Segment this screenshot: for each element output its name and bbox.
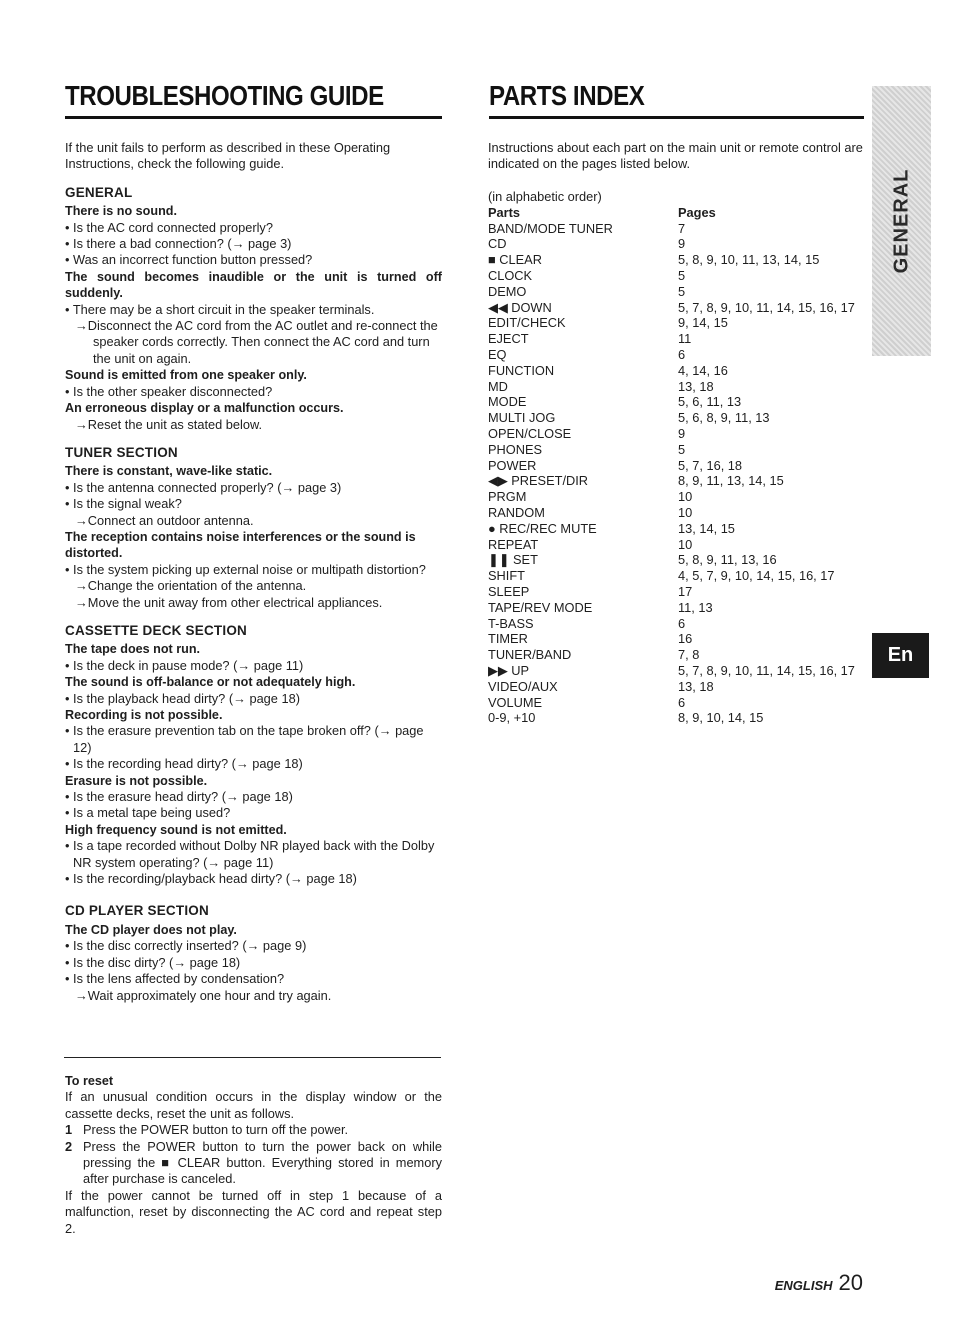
part-name: EJECT [488,331,529,347]
reset-block [65,1073,442,1237]
part-pages: 16 [678,631,693,647]
part-name: REPEAT [488,536,539,552]
part-name: ▶▶ UP [488,662,530,678]
table-row [488,584,868,600]
step-number: 2 [65,1138,73,1154]
table-row [488,710,868,726]
part-name: RANDOM [488,504,545,520]
part-pages: 8, 9, 11, 13, 14, 15 [678,473,784,489]
page-number: 20 [838,1270,863,1295]
part-name: OPEN/CLOSE [488,425,572,441]
table-row [488,300,868,316]
order-note: (in alphabetic order) [488,189,602,204]
problem-heading: The tape does not run. [65,642,201,657]
part-pages: 11 [678,331,692,347]
part-pages: 13, 18 [678,678,714,694]
step-text: Press the POWER button to turn off the power. [83,1122,349,1138]
table-row [488,268,868,284]
check-item: • Is the disc correctly inserted? (→ page 9) [65,938,442,954]
parts-rows [488,221,868,727]
part-name: SHIFT [488,568,525,584]
problem-heading: The sound becomes inaudible or the unit is turned off suddenly. [65,269,442,301]
general-side-tab [872,86,931,356]
general-tab-label: GENERAL [890,168,912,274]
parts-table [488,189,868,726]
part-pages: 7, 8 [678,647,700,663]
reset-step [65,1139,442,1188]
table-row [488,537,868,553]
check-item: • Is the disc dirty? (→ page 18) [65,955,442,971]
parts-index-intro: Instructions about each part on the main unit or remote control are indicated on the pages listed below. [488,140,863,172]
part-name: PHONES [488,441,543,457]
table-row [488,505,868,521]
table-row [488,379,868,395]
check-item: • Is there a bad connection? (→ page 3) [65,236,442,252]
table-row [488,695,868,711]
remedy-item: → Move the unit away from other electrical appliances. [65,595,442,611]
part-name: ◀▶ PRESET/DIR [488,473,589,489]
step-number: 1 [65,1122,73,1138]
remedy-item: → Wait approximately one hour and try again. [65,988,442,1004]
check-item: • Is the recording head dirty? (→ page 18) [65,756,442,772]
table-row [488,410,868,426]
part-pages: 9, 14, 15 [678,315,728,331]
table-row [488,521,868,537]
reset-step [65,1122,442,1138]
part-name: ● REC/REC MUTE [488,520,597,536]
part-pages: 7 [678,220,686,236]
part-name: ◀◀ DOWN [488,299,552,315]
check-item: • Is the other speaker disconnected? [65,384,442,400]
part-name: MODE [488,394,527,410]
table-row [488,284,868,300]
part-name: TUNER/BAND [488,647,572,663]
troubleshooting-intro: If the unit fails to perform as described in these Operating Instructions, check the following guide. [65,140,391,172]
part-pages: 5, 7, 16, 18 [678,457,743,473]
part-name: VOLUME [488,694,543,710]
problem-heading: There is constant, wave-like static. [65,464,273,479]
reset-text: If the power cannot be turned off in step 1 because of a malfunction, reset by disconnecting the AC cord and repeat step 2. [65,1187,442,1236]
part-pages: 5, 7, 8, 9, 10, 11, 14, 15, 16, 17 [678,662,855,678]
check-item: • Is the AC cord connected properly? [65,220,442,236]
part-pages: 5, 7, 8, 9, 10, 11, 14, 15, 16, 17 [678,299,855,315]
part-pages: 6 [678,615,686,631]
problem-heading: The reception contains noise interferences or the sound is distorted. [65,529,416,561]
part-name: MULTI JOG [488,410,556,426]
problem-heading: Recording is not possible. [65,708,223,722]
table-row [488,363,868,379]
part-pages: 5 [678,267,686,283]
check-item: • Is a metal tape being used? [65,805,442,821]
part-pages: 8, 9, 10, 14, 15 [678,710,764,726]
check-item: • Is the deck in pause mode? (→ page 11) [65,658,442,674]
part-name: 0-9, +10 [488,710,536,726]
part-pages: 9 [678,236,686,252]
title-underline [65,116,442,119]
part-name: CLOCK [488,267,533,283]
table-row [488,315,868,331]
part-pages: 5, 8, 9, 11, 13, 16 [678,552,777,568]
parts-index-title: PARTS INDEX [489,80,645,111]
table-row [488,552,868,568]
table-row [488,568,868,584]
title-underline [489,116,864,119]
cassette-heading: CASSETTE DECK SECTION [65,622,247,638]
part-pages: 5, 8, 9, 10, 11, 13, 14, 15 [678,252,820,268]
tuner-heading: TUNER SECTION [65,444,178,460]
table-row [488,679,868,695]
part-pages: 10 [678,504,693,520]
part-name: BAND/MODE TUNER [488,220,613,236]
column-header-pages: Pages [678,204,716,220]
part-pages: 17 [678,583,693,599]
section-divider [64,1057,441,1058]
table-row [488,600,868,616]
table-row [488,616,868,632]
remedy-item: → Connect an outdoor antenna. [65,513,442,529]
check-item: • Is the signal weak? [65,496,442,512]
troubleshooting-title: TROUBLESHOOTING GUIDE [65,80,384,111]
part-name: VIDEO/AUX [488,678,558,694]
table-row [488,252,868,268]
part-name: PRGM [488,489,527,505]
table-row [488,458,868,474]
check-item: • Is the system picking up external noise or multipath distortion? [65,562,442,578]
check-item: • There may be a short circuit in the speaker terminals. [65,302,442,318]
check-item: • Is the erasure prevention tab on the tape broken off? (→ page 12) [65,723,442,756]
problem-heading: The CD player does not play. [65,922,237,937]
part-pages: 5, 6, 11, 13 [678,394,742,410]
remedy-item: → Change the orientation of the antenna. [65,578,442,594]
table-row [488,331,868,347]
part-pages: 5 [678,441,686,457]
problem-heading: Erasure is not possible. [65,773,208,788]
part-name: EDIT/CHECK [488,315,566,331]
part-name: EQ [488,346,507,362]
part-name: T-BASS [488,615,534,631]
part-name: SLEEP [488,583,530,599]
table-row [488,394,868,410]
problem-heading: The sound is off-balance or not adequately high. [65,675,356,690]
table-row [488,631,868,647]
footer-language: ENGLISH [774,1278,833,1293]
table-row [488,442,868,458]
table-row [488,663,868,679]
part-name: ■ CLEAR [488,252,542,268]
table-row [488,489,868,505]
check-item: • Is the recording/playback head dirty? (→ page 18) [65,871,442,887]
table-row [488,647,868,663]
part-pages: 6 [678,694,686,710]
part-pages: 6 [678,346,686,362]
part-name: FUNCTION [488,362,555,378]
problem-heading: An erroneous display or a malfunction occurs. [65,401,344,416]
part-name: POWER [488,457,537,473]
table-row [488,473,868,489]
part-pages: 4, 5, 7, 9, 10, 14, 15, 16, 17 [678,568,835,584]
page-footer [775,1270,863,1296]
table-row [488,221,868,237]
part-pages: 5 [678,283,686,299]
remedy-item: → Reset the unit as stated below. [65,417,442,433]
part-name: MD [488,378,508,394]
part-pages: 9 [678,425,686,441]
part-pages: 4, 14, 16 [678,362,728,378]
problem-heading: High frequency sound is not emitted. [65,822,287,837]
cd-heading: CD PLAYER SECTION [65,903,209,919]
part-pages: 13, 14, 15 [678,520,735,536]
table-row [488,236,868,252]
part-pages: 10 [678,536,693,552]
check-item: • Was an incorrect function button pressed? [65,252,442,268]
part-name: DEMO [488,283,527,299]
table-header [488,205,868,221]
part-pages: 13, 18 [678,378,714,394]
check-item: • Is the erasure head dirty? (→ page 18) [65,789,442,805]
part-pages: 5, 6, 8, 9, 11, 13 [678,410,770,426]
check-item: • Is the playback head dirty? (→ page 18) [65,691,442,707]
part-name: TIMER [488,631,528,647]
general-heading: GENERAL [65,184,133,200]
troubleshooting-column [65,140,442,1004]
part-name: ❚❚ SET [488,552,538,568]
reset-text: If an unusual condition occurs in the display window or the cassette decks, reset the unit as follows. [65,1089,442,1121]
language-tab: En [872,633,929,678]
parts-index-intro-block [488,140,868,173]
column-header-parts: Parts [488,204,521,220]
part-name: TAPE/REV MODE [488,599,593,615]
check-item: • Is the lens affected by condensation? [65,971,442,987]
part-pages: 10 [678,489,693,505]
reset-heading: To reset [65,1074,114,1088]
table-row [488,347,868,363]
check-item: • Is the antenna connected properly? (→ page 3) [65,480,442,496]
problem-heading: Sound is emitted from one speaker only. [65,368,307,383]
part-pages: 11, 13 [678,599,713,615]
step-text: Press the POWER button to turn the power back on while pressing the ■ CLEAR button. Everything stored in memory after purchase is canceled. [83,1138,442,1187]
table-row [488,426,868,442]
problem-heading: There is no sound. [65,204,177,219]
check-item: • Is a tape recorded without Dolby NR played back with the Dolby NR system operating? (→ page 11) [65,838,442,871]
part-name: CD [488,236,507,252]
remedy-item: → Disconnect the AC cord from the AC outlet and re-connect the speaker cords correctly. Then connect the AC cord and turn the unit on again. [65,318,442,367]
